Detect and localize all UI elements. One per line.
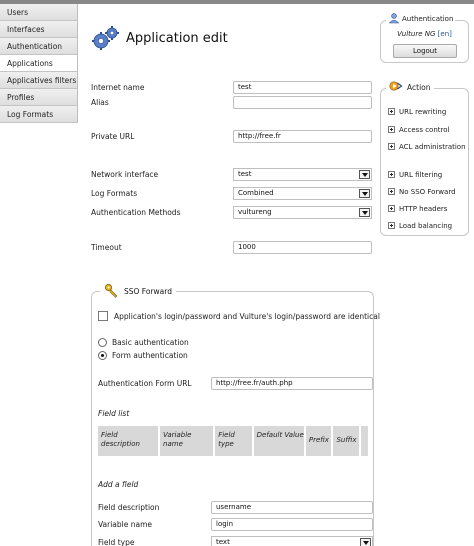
- form-auth-label: Form authentication: [112, 351, 188, 360]
- variable-name-row: [98, 518, 370, 532]
- internet-name-label: Internet name: [91, 83, 145, 92]
- action-label: Access control: [399, 126, 450, 134]
- current-user-name: Vulture NG: [397, 30, 436, 38]
- sidebar-nav: [0, 4, 78, 123]
- action-url-rewriting[interactable]: [388, 107, 446, 117]
- page-title: Application edit: [126, 30, 228, 46]
- authentication-panel: [380, 15, 469, 63]
- internet-name-row: [91, 81, 371, 95]
- add-field-label: Add a field: [98, 480, 139, 489]
- plus-icon: [388, 205, 395, 212]
- sidebar-item-users[interactable]: Users: [0, 4, 78, 21]
- action-label: HTTP headers: [399, 205, 448, 213]
- chevron-down-icon[interactable]: [359, 189, 370, 198]
- chevron-down-icon[interactable]: [359, 208, 370, 217]
- field-description-input[interactable]: username: [211, 501, 373, 514]
- variable-name-input[interactable]: login: [211, 518, 373, 531]
- log-formats-label: Log Formats: [91, 189, 138, 198]
- sidebar-item-interfaces[interactable]: Interfaces: [0, 21, 78, 38]
- action-icon: [389, 80, 403, 94]
- field-description-row: [98, 501, 370, 515]
- action-url-filtering[interactable]: [388, 170, 442, 180]
- gears-icon: [90, 24, 122, 52]
- column-header: Suffix: [333, 426, 359, 456]
- internet-name-input[interactable]: test: [233, 81, 372, 94]
- plus-icon: [388, 222, 395, 229]
- action-label: URL rewriting: [399, 108, 447, 116]
- column-header: Variable name: [160, 426, 213, 456]
- plus-icon: [388, 188, 395, 195]
- timeout-label: Timeout: [91, 243, 122, 252]
- sidebar-item-applications[interactable]: Applications: [0, 55, 78, 72]
- column-header: Prefix: [306, 426, 332, 456]
- timeout-row: [91, 241, 371, 255]
- action-load-balancing[interactable]: [388, 221, 452, 231]
- column-header: Default Value: [254, 426, 304, 456]
- network-interface-value: test: [238, 170, 252, 178]
- logout-button[interactable]: Logout: [393, 44, 457, 58]
- field-type-value: text: [216, 538, 230, 546]
- main-content: [80, 4, 378, 546]
- action-title: Action: [407, 82, 431, 92]
- auth-form-url-input[interactable]: http://free.fr/auth.php: [211, 377, 373, 390]
- sidebar-item-profiles[interactable]: Profiles: [0, 89, 78, 106]
- auth-methods-value: vultureng: [238, 208, 272, 216]
- field-type-row: [98, 536, 370, 546]
- alias-row: [91, 96, 371, 110]
- action-label: URL filtering: [399, 171, 443, 179]
- auth-form-url-label: Authentication Form URL: [98, 379, 192, 388]
- alias-label: Alias: [91, 98, 109, 107]
- column-header: Field type: [215, 426, 251, 456]
- alias-input[interactable]: [233, 96, 372, 109]
- identical-credentials-row: [98, 311, 380, 321]
- authentication-title: Authentication: [402, 15, 454, 23]
- field-type-select[interactable]: [211, 536, 373, 546]
- log-formats-value: Combined: [238, 189, 274, 197]
- action-access-control[interactable]: [388, 125, 449, 135]
- private-url-row: [91, 130, 371, 144]
- action-http-headers[interactable]: [388, 204, 447, 214]
- sidebar-item-applicatives-filters[interactable]: Applicatives filters: [0, 72, 78, 89]
- basic-auth-row: [98, 338, 189, 347]
- page-header: [90, 24, 228, 52]
- field-list-table-header: [98, 426, 370, 456]
- authentication-legend: [386, 12, 455, 26]
- language-link[interactable]: [en]: [437, 30, 452, 38]
- sso-forward-fieldset: [91, 286, 380, 546]
- basic-auth-label: Basic authentication: [112, 338, 189, 347]
- log-formats-row: [91, 187, 371, 201]
- identical-credentials-label: Application's login/password and Vulture's login/password are identical: [114, 311, 380, 321]
- action-acl-administration[interactable]: [388, 142, 466, 152]
- user-icon: [388, 12, 400, 26]
- action-legend: [386, 80, 434, 94]
- plus-icon: [388, 171, 395, 178]
- field-list-label: Field list: [98, 409, 130, 418]
- plus-icon: [388, 143, 395, 150]
- identical-credentials-checkbox[interactable]: [98, 311, 108, 321]
- chevron-down-icon[interactable]: [360, 538, 371, 546]
- field-description-label: Field description: [98, 503, 160, 512]
- auth-methods-row: [91, 206, 371, 220]
- action-label: No SSO Forward: [399, 188, 456, 196]
- column-header: Field description: [98, 426, 158, 456]
- plus-icon: [388, 108, 395, 115]
- action-panel: [380, 82, 469, 236]
- network-interface-select[interactable]: [233, 168, 372, 181]
- action-no-sso-forward[interactable]: [388, 187, 456, 197]
- basic-auth-radio[interactable]: [98, 338, 107, 347]
- auth-form-url-row: [98, 377, 370, 391]
- action-label: ACL administration: [399, 143, 466, 151]
- field-type-label: Field type: [98, 538, 135, 546]
- sidebar-item-log-formats[interactable]: Log Formats: [0, 106, 78, 123]
- key-icon: [104, 283, 120, 299]
- plus-icon: [388, 126, 395, 133]
- log-formats-select[interactable]: [233, 187, 372, 200]
- private-url-input[interactable]: http://free.fr: [233, 130, 372, 143]
- sidebar-item-authentication[interactable]: Authentication: [0, 38, 78, 55]
- current-user-line: [381, 30, 468, 38]
- timeout-input[interactable]: 1000: [233, 241, 372, 254]
- private-url-label: Private URL: [91, 132, 135, 141]
- form-auth-radio[interactable]: [98, 351, 107, 360]
- sso-forward-legend: [100, 283, 176, 299]
- chevron-down-icon[interactable]: [359, 170, 370, 179]
- network-interface-row: [91, 168, 371, 182]
- variable-name-label: Variable name: [98, 520, 153, 529]
- auth-methods-select[interactable]: [233, 206, 372, 219]
- network-interface-label: Network interface: [91, 170, 159, 179]
- column-header: [361, 426, 368, 456]
- auth-methods-label: Authentication Methods: [91, 208, 181, 217]
- action-label: Load balancing: [399, 222, 453, 230]
- form-auth-row: [98, 351, 188, 360]
- sso-forward-title: SSO Forward: [124, 286, 172, 296]
